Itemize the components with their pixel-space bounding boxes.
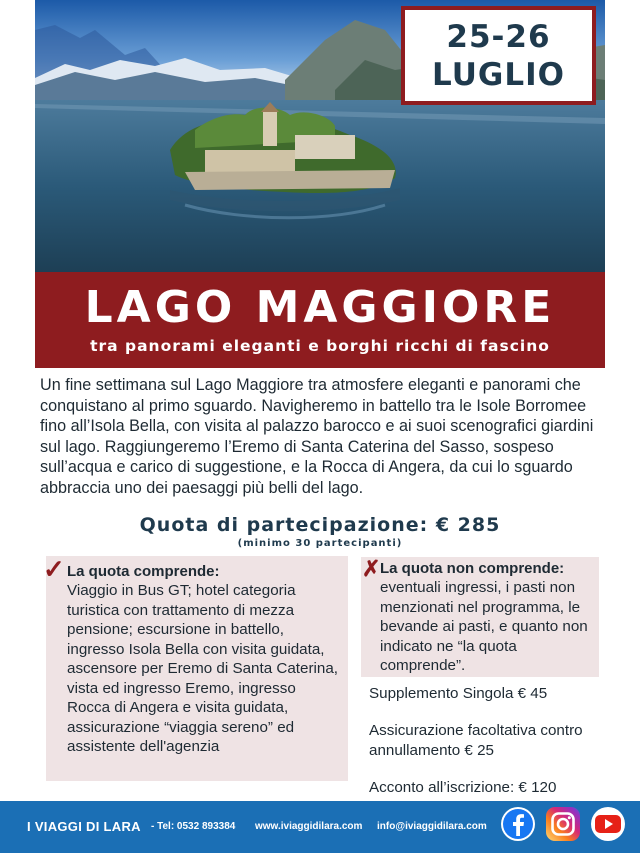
single-supplement: Supplemento Singola € 45 [369,685,548,702]
not-included-title: La quota non comprende: [380,560,565,577]
price-note: (minimo 30 partecipanti) [237,538,403,549]
page-title: LAGO MAGGIORE [84,282,556,333]
check-icon: ✓ [43,554,65,584]
page-subtitle: tra panorami eleganti e borghi ricchi di fascino [90,337,550,355]
agency-name: I VIAGGI DI LARA [27,819,141,834]
price-label: Quota di partecipazione: € 285 [139,514,501,536]
deposit-note: Acconto all’iscrizione: € 120 [369,779,557,796]
cross-icon: ✗ [362,556,381,581]
title-banner [35,272,605,368]
date-month: LUGLIO [432,56,565,93]
not-included-text: eventuali ingressi, i pasti non menzionati nel programma, le bevande ai pasti, e quanto non indicato ne “la quota comprende”. [380,579,588,674]
website-link[interactable]: www.iviaggidilara.com [255,821,363,832]
facebook-icon[interactable] [499,805,537,843]
included-text: Viaggio in Bus GT; hotel categoria turistica con trattamento di mezza pensione; escursione in battello, ingresso Isola Bella con visita guidata, ascensore per Eremo di Santa Caterina, vista ed ingresso Eremo, ingresso Rocca di Angera e visita guidata, assicurazione “viaggia sereno” ed assistente dell'agenzia [67,582,338,755]
date-box [401,6,596,105]
included-title: La quota comprende: [67,563,220,580]
instagram-icon[interactable] [544,805,582,843]
intro-paragraph: Un fine settimana sul Lago Maggiore tra atmosfere eleganti e panorami che conquistano al primo sguardo. Navigheremo in battello tra le Isole Borromee fino all’Isola Bella, con visita al palazzo barocco e ai suoi scenografici giardini sul lago. Raggiungeremo l’Eremo di Santa Caterina del Sasso, sospeso sull’acqua e carico di suggestione, e la Rocca di Angera, da cui lo sguardo abbraccia uno dei paesaggi più belli del lago. [40,376,594,497]
email-link[interactable]: info@iviaggidilara.com [377,821,487,832]
date-days: 25-26 [446,18,551,55]
youtube-icon[interactable] [589,805,627,843]
insurance-note: Assicurazione facoltativa contro annullamento € 25 [369,722,583,759]
phone-number[interactable]: - Tel: 0532 893384 [151,821,236,832]
